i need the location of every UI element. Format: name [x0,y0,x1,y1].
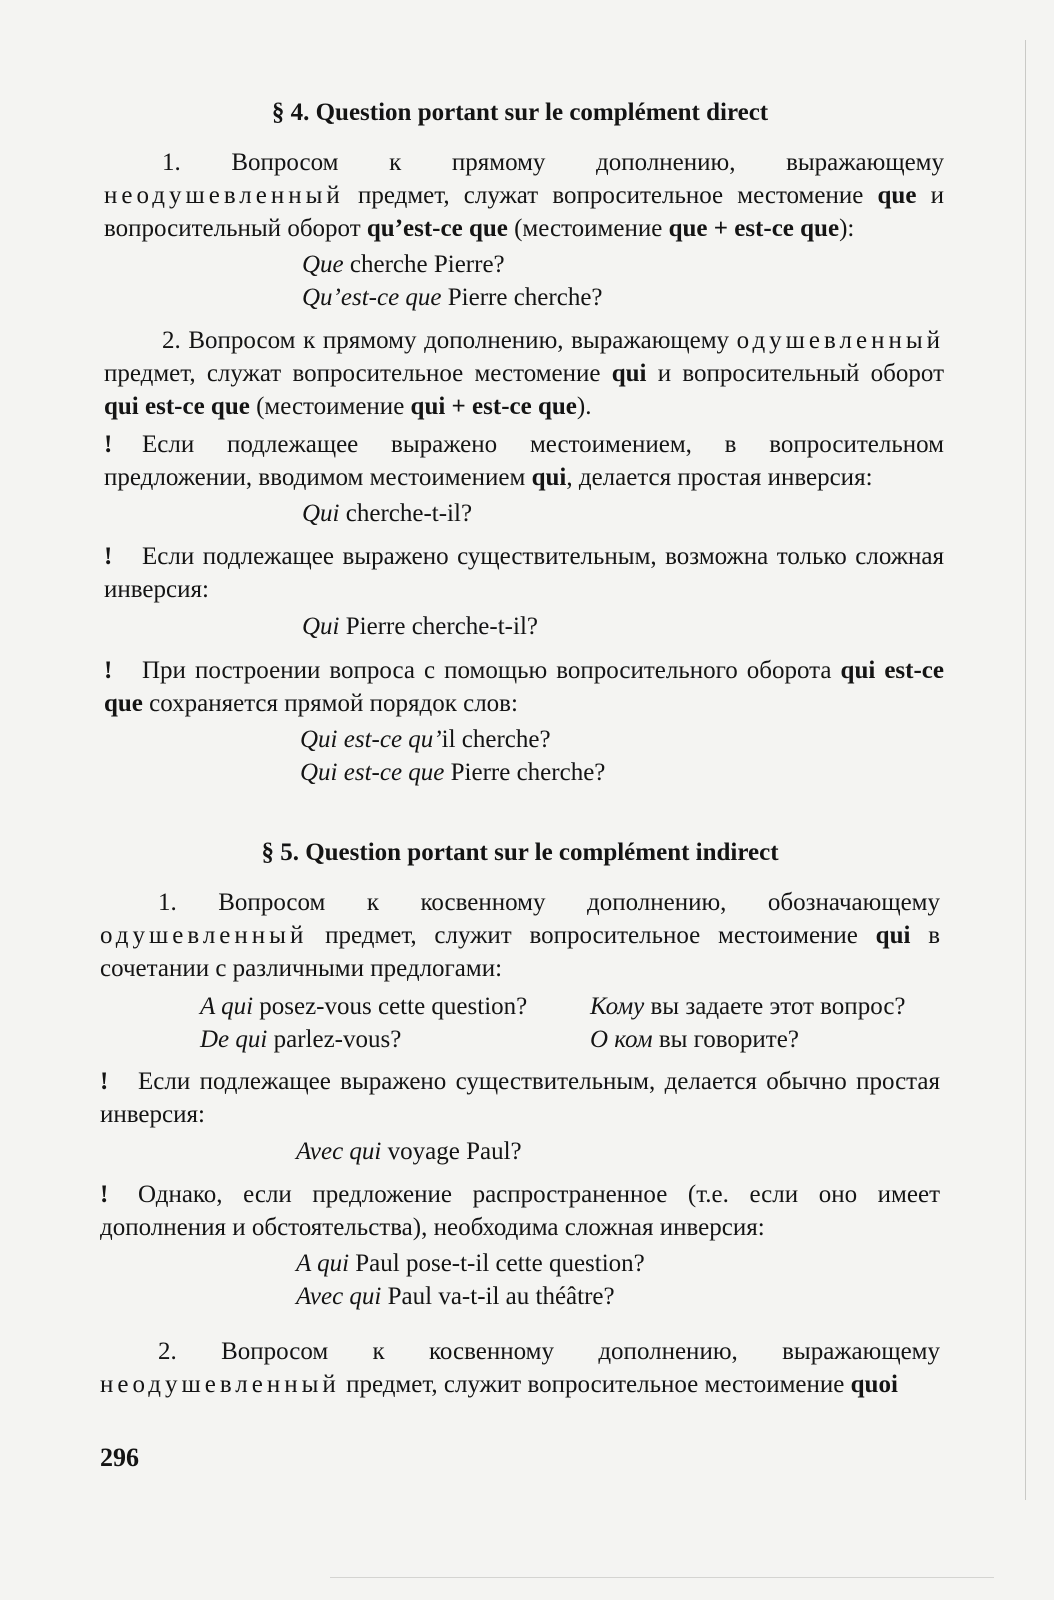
example-line: Avec qui voyage Paul? [296,1138,522,1165]
section-5-heading: § 5. Question portant sur le complément indirect [261,839,779,866]
section-4-paragraph-1: 1. Вопросом к прямому дополнению, выражающему неодушевленный предмет, служат вопросительное местомение que и вопросительный оборот qu’est-ce que (местоимение que + est-ce que): [104,149,945,242]
exclamation-mark: ! [104,543,113,570]
example-french: De qui parlez-vous? [200,1026,402,1053]
exclamation-mark: ! [104,657,113,684]
section-5-paragraph-2: 2. Вопросом к косвенному дополнению, выражающему неодушевленный предмет, служит вопросительное местоимение quoi [100,1338,940,1398]
exclamation-mark: ! [100,1181,109,1208]
example-line: Qu’est-ce que Pierre cherche? [302,284,603,311]
section-4-paragraph-2: 2. Вопросом к прямому дополнению, выражающему одушевленный предмет, служат вопросительное местомение qui и вопросительный оборот qui est-ce que (местоимение qui + est-ce que). [104,327,944,420]
note-paragraph: ! Если подлежащее выражено существительным, делается обычно простая инверсия: [100,1065,940,1131]
example-line: Qui cherche-t-il? [302,500,473,527]
example-russian: О ком вы говорите? [590,1026,799,1053]
page-number: 296 [100,1443,139,1472]
example-line: Qui Pierre cherche-t-il? [302,613,538,640]
note-paragraph: ! При построении вопроса с помощью вопросительного оборота qui est-ce que сохраняется прямой порядок слов: [104,654,944,720]
note-paragraph: ! Если подлежащее выражено существительным, возможна только сложная инверсия: [104,540,944,606]
example-line: Que cherche Pierre? [302,251,505,278]
note-paragraph: ! Если подлежащее выражено местоимением, в вопросительном предложении, вводимом местоимением qui, делается простая инверсия: [104,428,944,494]
example-line: Avec qui Paul va-t-il au théâtre? [296,1283,615,1310]
example-line: Qui est-ce que Pierre cherche? [300,759,606,786]
example-french: A qui posez-vous cette question? [200,993,528,1020]
example-russian: Кому вы задаете этот вопрос? [590,993,906,1020]
example-line: Qui est-ce qu’il cherche? [300,726,551,753]
exclamation-mark: ! [100,1068,109,1095]
note-paragraph: ! Однако, если предложение распространенное (т.е. если оно имеет дополнения и обстоятельства), необходима сложная инверсия: [100,1178,940,1244]
page-edge-line [1025,40,1026,1500]
section-4-heading: § 4. Question portant sur le complément direct [271,99,769,126]
example-line: A qui Paul pose-t-il cette question? [296,1250,645,1277]
page-bottom-line [330,1577,994,1578]
exclamation-mark: ! [104,431,113,458]
section-5-paragraph-1: 1. Вопросом к косвенному дополнению, обозначающему одушевленный предмет, служит вопросительное местоимение qui в сочетании с различными предлогами: [100,889,940,982]
